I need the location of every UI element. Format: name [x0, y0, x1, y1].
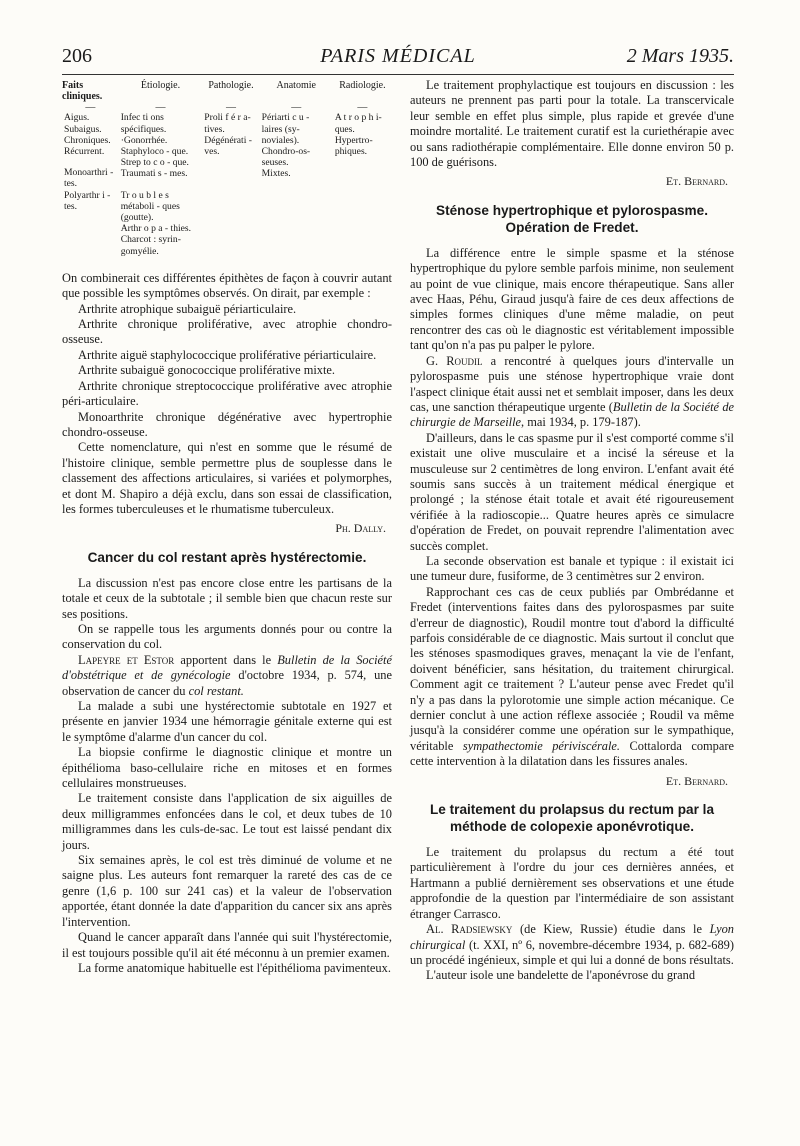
- section-heading: Cancer du col restant après hystérectomie.: [87, 549, 367, 565]
- right-column: [410, 78, 734, 984]
- paragraph: On combinerait ces différentes épithètes de façon à couvrir autant que possible les symptômes observés. On dirait, par exemple :: [62, 270, 392, 301]
- paragraph: La discussion n'est pas encore close entre les partisans de la totale et ceux de la subtotale ; il semble bien que chacun reste sur ses positions.: [62, 575, 392, 621]
- paragraph: Al. Radsiewsky (de Kiew, Russie) étudie dans le Lyon chirurgical (t. XXI, nº 6, novembre-décembre 1934, p. 682-689) un procédé ingénieux, simple et qui lui a donné de bons résultats.: [410, 922, 734, 967]
- issue-date: 2 Mars 1935.: [626, 45, 734, 67]
- paragraph: G. Roudil a rencontré à quelques jours d'intervalle un pylorospasme puis une sténose hypertrophique vraie dont l'aspect clinique était aussi net et semblait imposer, dans les deux cas, une sanction thérapeutique urgente (Bulletin de la Société de chirurgie de Marseille, mai 1934, p. 179-187).: [410, 353, 735, 430]
- paragraph: Le traitement prophylactique est toujours en discussion : les auteurs ne prennent pas parti pour la totale. La transcervicale leur semble en effet plus simple, plus rapide et grevée d'une moindre mortalité. Le traitement curatif est la curiethérapie avec ou sans radiothérapie complémentaire. Elle donne environ 50 p. 100 de guérisons.: [410, 78, 734, 170]
- table-cell-radiology: — A t r o p h i- ques. Hypertro- phiques.: [334, 102, 382, 158]
- paragraph: Arthrite chronique streptococcique proliférative avec atrophie péri-articulaire.: [62, 378, 392, 409]
- table-header: Radiologie.: [339, 80, 386, 91]
- paragraph: Arthrite chronique proliférative, avec atrophie chondro-osseuse.: [62, 317, 392, 347]
- paragraph: Rapprochant ces cas de ceux publiés par Ombrédanne et Fredet (interventions faites dans des pylorospasmes par suite d'erreur de diagnostic), Roudil montre tout d'abord la difficulté parfois considérable de ce diagnostic. Mais surtout il conclut que les sténoses spasmodiques graves, menaçant la vie de l'enfant, doivent bénéficier, sans hésitation, du traitement chirurgical. Comment agit ce traitement ? L'auteur pense avec Fredet qu'il n'y a pas dans la pylorotomie une simple action mécanique. Ce dernier conclut à une action réflexe associée ; Roudil va même jusqu'à la considérer comme une opération sur le sympathique, véritable sympathectomie périviscérale. Cottalorda compare cette intervention à la dilatation dans les fissures anales.: [410, 584, 734, 769]
- paragraph: La seconde observation est banale et typique : il existait ici une tumeur dure, fusiforme, de 3 centimètres sur 2 environ.: [410, 553, 734, 584]
- classification-table: [62, 80, 392, 257]
- table-header: Étiologie.: [140, 80, 181, 91]
- paragraph: Monoarthrite chronique dégénérative avec hypertrophie chondro-osseuse.: [62, 409, 392, 439]
- table-header: Anatomie: [276, 80, 316, 91]
- table-header: Faits cliniques.: [62, 80, 103, 103]
- section-heading: Le traitement du prolapsus du rectum par la méthode de colopexie aponévrotique.: [429, 802, 714, 835]
- paragraph: La forme anatomique habituelle est l'épithélioma pavimenteux.: [78, 960, 391, 975]
- table-cell-clinical: — Aigus. Subaigus. Chroniques. Récurrent. Monoarthri - tes. Polyarthr i - tes.: [64, 102, 114, 212]
- paragraph: Le traitement consiste dans l'application de six aiguilles de deux milligrammes enfoncées dans le col, et deux tubes de 10 milligrammes dans les culs-de-sac. Le tout est laissé pendant dix jours.: [62, 791, 392, 852]
- table-cell-pathology: — Proli f é r a- tives. Dégénérati - ves.: [204, 102, 252, 158]
- paragraph: Quand le cancer apparaît dans l'année qui suit l'hystérectomie, il est toujours possible qu'il ait été méconnu à un premier examen.: [62, 930, 392, 960]
- paragraph: On se rappelle tous les arguments donnés pour ou contre la conservation du col.: [62, 621, 392, 652]
- paragraph: Six semaines après, le col est très diminué de volume et ne saigne plus. Les auteurs font remarquer la rareté des cas de ce genre (1,6 p. 100 sur 241 cas) et la valeur de l'observation apportée, étant donnée la date d'apparition du cancer six ans après l'intervention.: [62, 853, 392, 929]
- paragraph: Arthrite subaiguë gonococcique proliférative mixte.: [78, 363, 336, 378]
- author-signature: Et. Bernard.: [665, 773, 728, 788]
- paragraph: Cette nomenclature, qui n'est en somme que le résumé de l'histoire clinique, semble permettre plus de souplesse dans le classement des affections articulaires, si variées et polymorphes, et dont M. Shapiro a déjà exclu, dans son essai de classification, les formes tuberculeuses et le rhumatisme tuberculeux.: [62, 440, 392, 516]
- paragraph: Arthrite atrophique subaiguë périarticulaire.: [78, 301, 297, 316]
- left-column: [62, 78, 392, 976]
- author-signature: Et. Bernard.: [665, 174, 728, 189]
- paragraph: La malade a subi une hystérectomie subtotale en 1927 et présente en janvier 1934 une hémorragie génitale externe qui est le symptôme d'alarme d'un cancer du col.: [62, 699, 392, 744]
- page-number: 206: [62, 45, 92, 67]
- paragraph: Lapeyre et Estor apportent dans le Bulletin de la Société d'obstétrique et de gynécologie d'octobre 1934, p. 574, une observation de cancer du col restant.: [62, 652, 392, 698]
- paragraph: L'auteur isole une bandelette de l'aponévrose du grand: [426, 968, 696, 983]
- paragraph: Arthrite aiguë staphylococcique proliférative périarticulaire.: [78, 347, 377, 362]
- journal-title: PARIS MÉDICAL: [320, 45, 476, 67]
- paragraph: Le traitement du prolapsus du rectum a été tout particulièrement à l'ordre du jour ces dernières années, et Hartmann a publié dernièrement ses observations et une étude approfondie de la question par l'intermédiaire de son assistant étranger Carrasco.: [410, 845, 734, 921]
- paragraph: La biopsie confirme le diagnostic clinique et montre un épithélioma baso-cellulaire riche en mitoses et en formes cellulaires monstrueuses.: [62, 745, 392, 791]
- table-cell-anatomy: — Périarti c u - laires (sy- noviales). Chondro-os- seuses. Mixtes.: [261, 102, 311, 180]
- paragraph: La différence entre le simple spasme et la sténose hypertrophique du pylore semble parfois minime, non seulement au point de vue clinique, mais encore thérapeutique. Sans aller avec Haas, Péhu, Giraud jusqu'à faire de ces deux affections de simples formes cliniques d'une même maladie, on peut rencontrer des cas où le diagnostic est véritablement impossible tant qu'on n'a pas pu palper le pylore.: [410, 245, 734, 353]
- table-cell-etiology: — Infec ti ons spécifiques. ·Gonorrhée. Staphyloco - que. Strep to c o - que. Traumati s - mes. Tr o u b l e s métaboli - ques (goutte). Arthr o p a - thies. Charcot : syrin- gomyélie.: [120, 102, 192, 257]
- paragraph: D'ailleurs, dans le cas spasme pur il s'est comporté comme s'il existait une olive musculaire et a incisé la séreuse et la musculeuse sur 2 centimètres de long environ. L'enfant avait été soumis sans succès à un traitement médical énergique et prolongé ; la sténose était totale et avait été rigoureusement vérifiée à la radioscopie... Quatre heures après ce simulacre d'opération de Fredet, on pouvait reprendre l'alimentation avec succès complet.: [410, 430, 734, 553]
- page-header: [62, 44, 734, 75]
- section-heading: Sténose hypertrophique et pylorospasme. Opération de Fredet.: [436, 202, 708, 235]
- author-signature: Ph. Dally.: [335, 521, 386, 536]
- table-header: Pathologie.: [208, 80, 254, 91]
